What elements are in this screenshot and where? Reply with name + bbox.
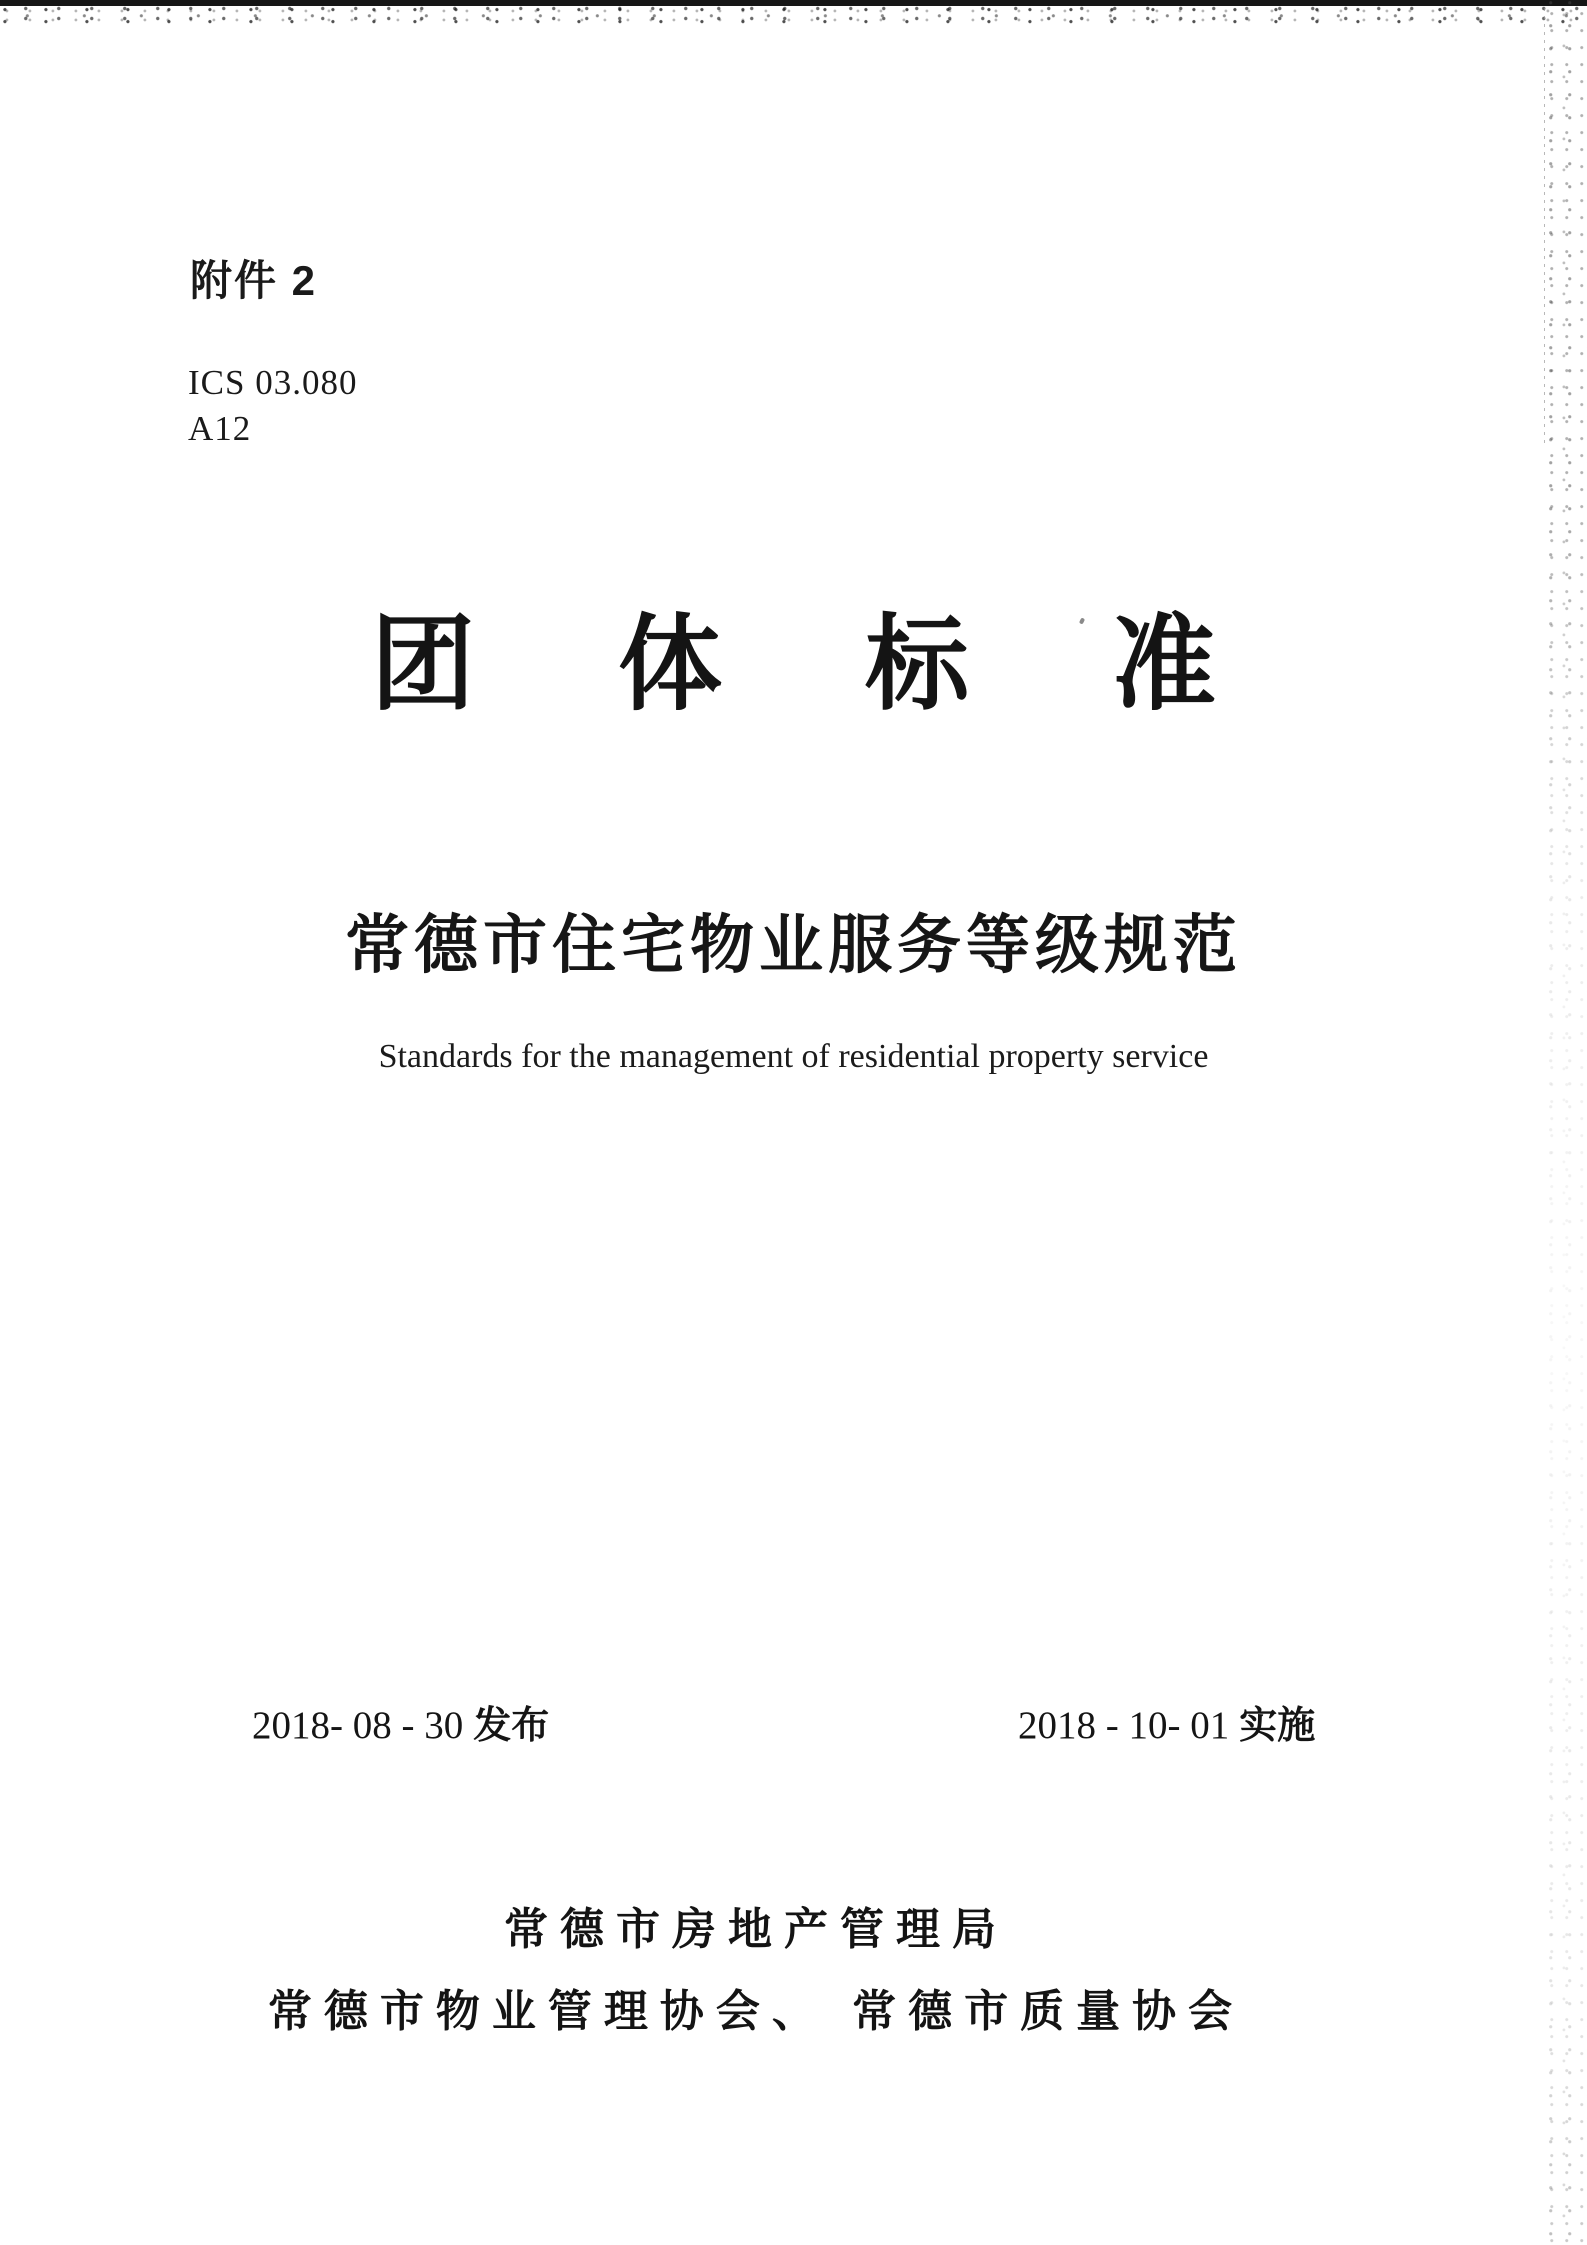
publish-date (252, 1694, 549, 1749)
implement-date-label: 实施 (1239, 1705, 1316, 1747)
standard-type-char-3: 标 (864, 607, 969, 723)
issuer-secondary: 常德市物业管理协会、 常德市质量协会 (267, 1987, 1245, 2036)
standard-type-title (0, 608, 1587, 722)
issuing-organizations (0, 1893, 1512, 2039)
implement-date-value: 2018 - 10- 01 (1018, 1704, 1230, 1747)
issuer-primary: 常德市房地产管理局 (504, 1905, 1008, 1954)
ics-code: ICS 03.080 (188, 363, 358, 402)
classification-code: A12 (188, 409, 252, 448)
standard-type-char-2: 体 (617, 607, 722, 723)
implement-date (1018, 1694, 1315, 1749)
publish-date-label: 发布 (473, 1705, 550, 1747)
scan-artifact-top-noise (0, 6, 1587, 24)
scan-artifact-right-line (1544, 8, 1545, 448)
document-title-english: Standards for the management of residential property service (378, 1038, 1209, 1075)
attachment-label: 附件 2 (190, 257, 318, 304)
standard-type-title-row (371, 608, 1216, 722)
publish-date-value: 2018- 08 - 30 (252, 1704, 464, 1747)
scan-artifact-right-noise (1545, 0, 1587, 2245)
document-title-chinese: 常德市住宅物业服务等级规范 (345, 909, 1242, 981)
standard-type-char-1: 团 (371, 607, 476, 723)
classification-codes (188, 360, 357, 452)
standard-type-char-4: 准 (1111, 607, 1216, 723)
